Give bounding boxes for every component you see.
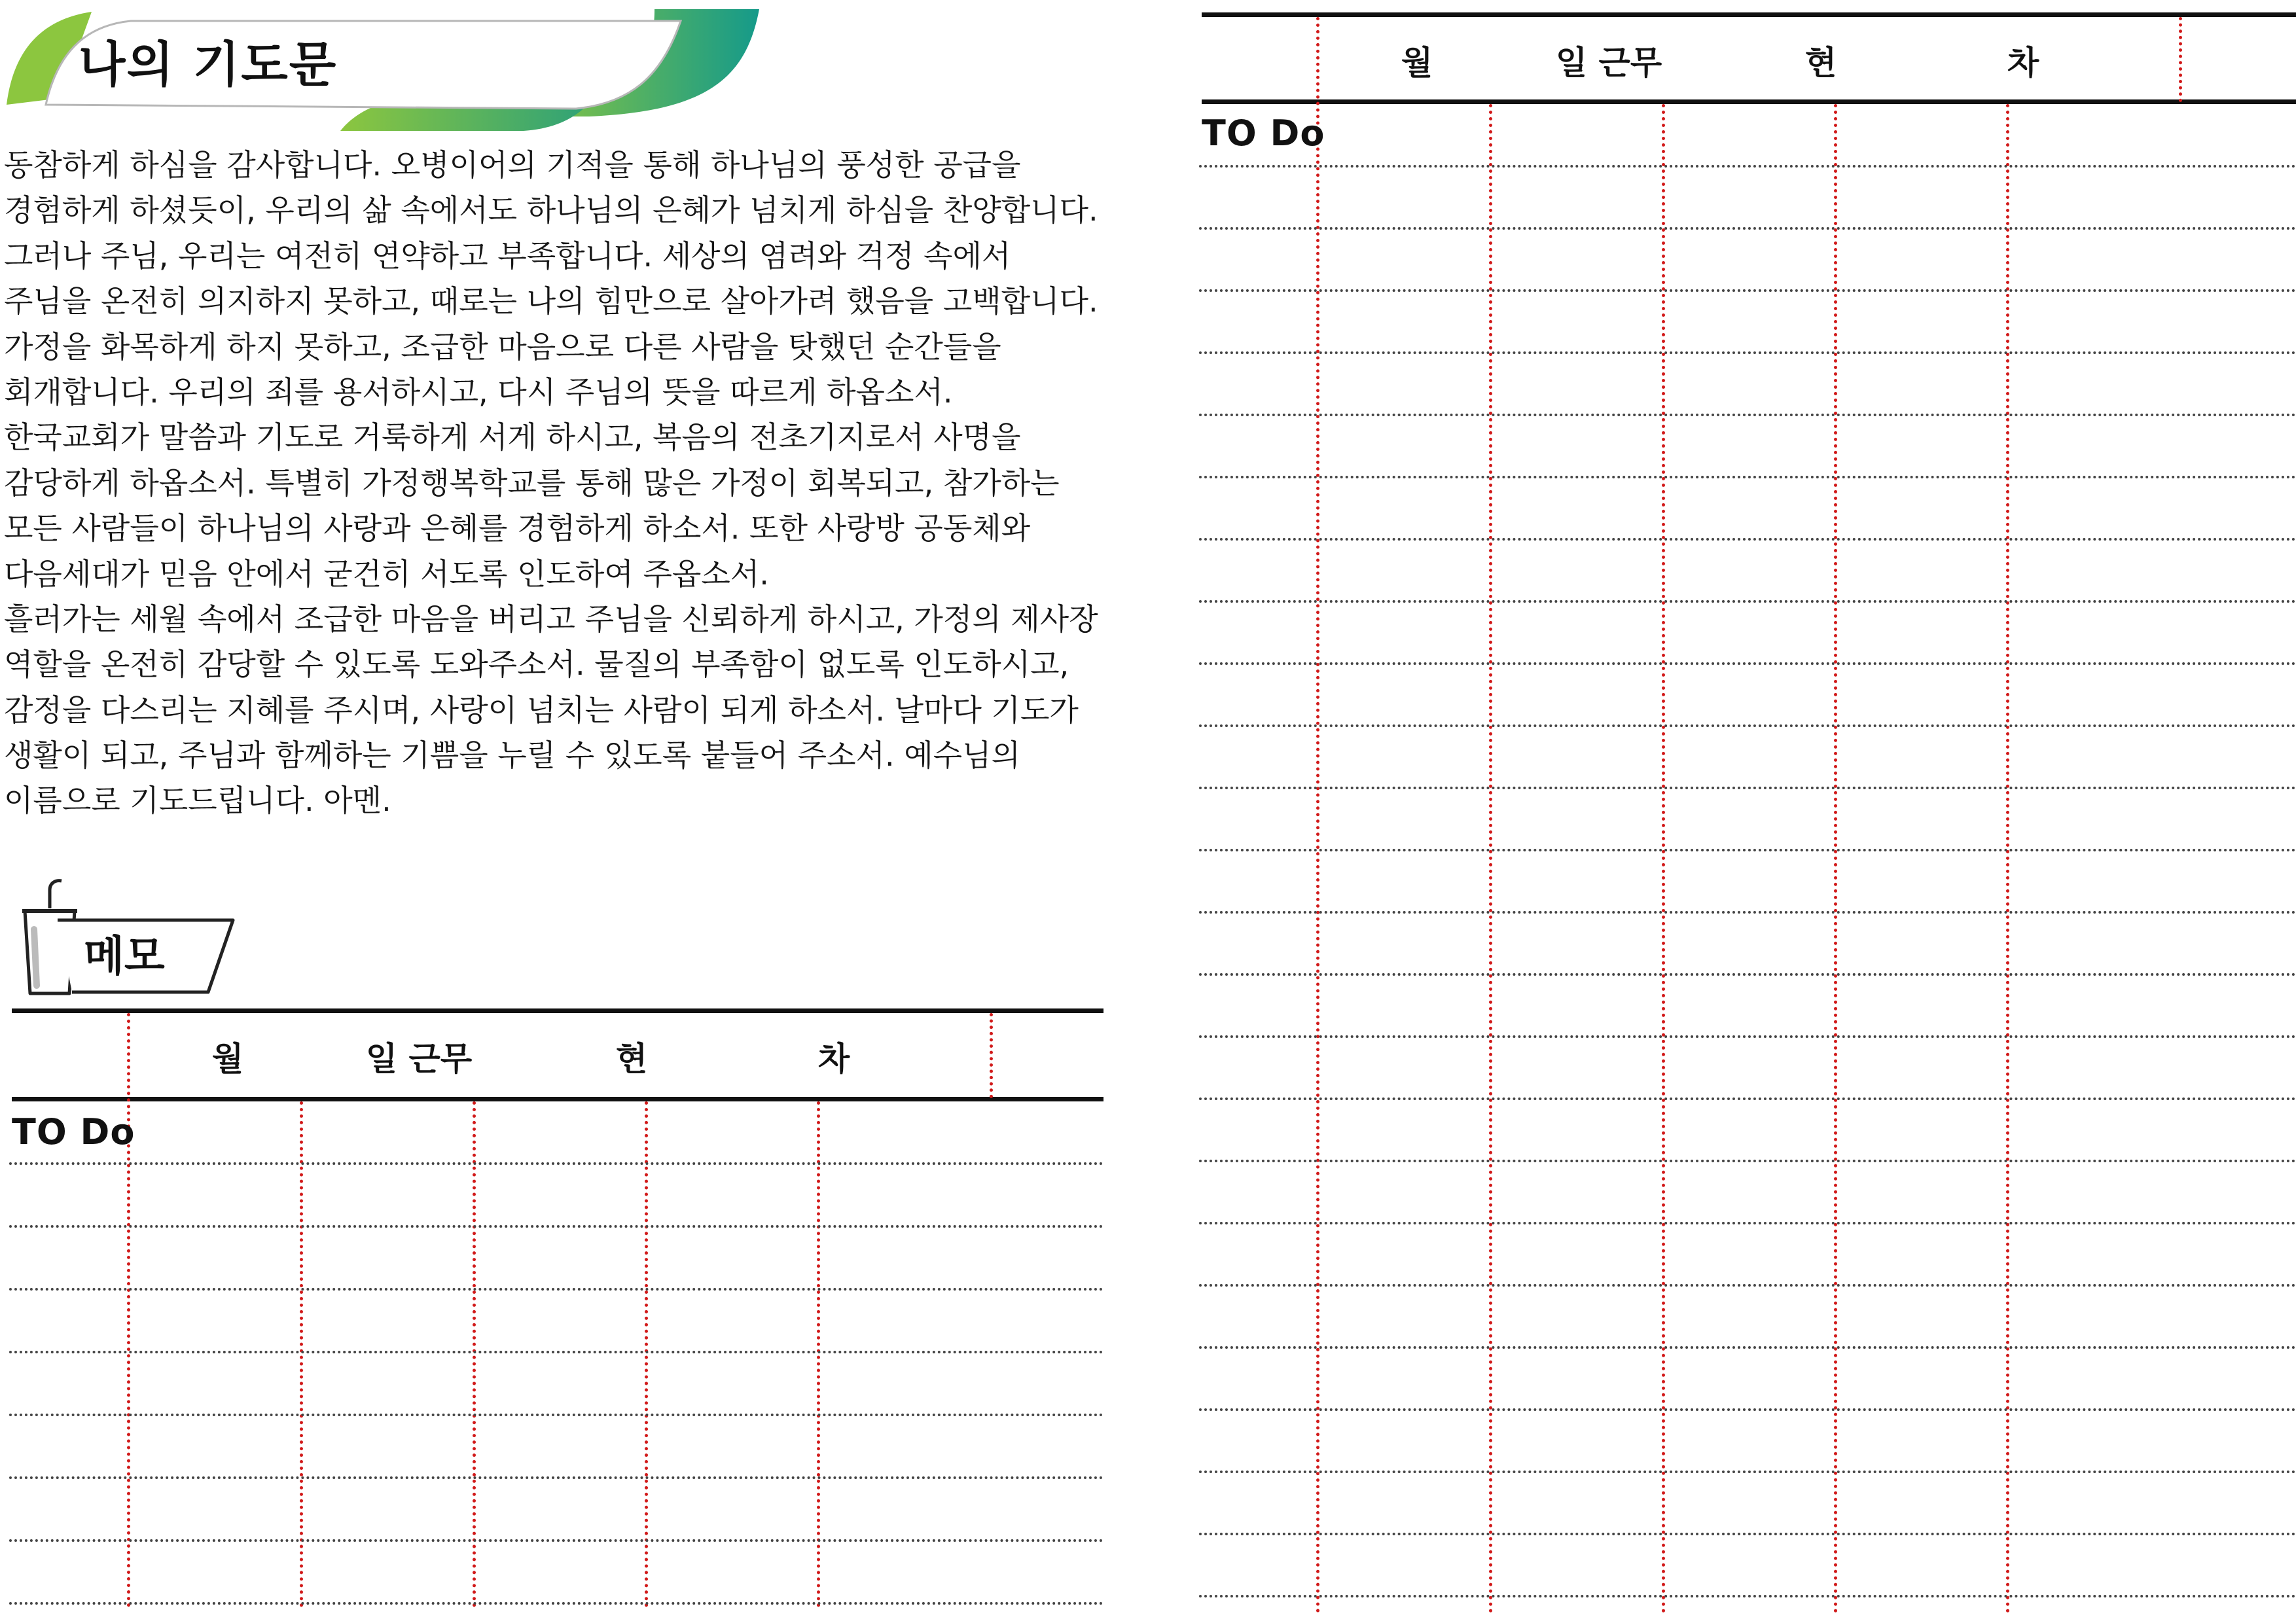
prayer-line: 경험하게 하셨듯이, 우리의 삶 속에서도 하나님의 은혜가 넘치게 하심을 찬양합니다. <box>4 192 1098 228</box>
prayer-line: 감당하게 하옵소서. 특별히 가정행복학교를 통해 많은 가정이 회복되고, 참가하는 <box>4 465 1060 501</box>
grid-column-line <box>1662 104 1665 1614</box>
header-day-work-label: 일 근무 <box>1555 44 1662 82</box>
ruled-line <box>1199 1533 2296 1535</box>
prayer-line: 흘러가는 세월 속에서 조급한 마음을 버리고 주님을 신뢰하게 하시고, 가정의 제사장 <box>4 601 1098 637</box>
ruled-line <box>1199 289 2296 292</box>
ruled-line <box>1199 973 2296 976</box>
prayer-line: 다음세대가 믿음 안에서 굳건히 서도록 인도하여 주옵소서. <box>4 556 769 592</box>
ruled-line <box>1199 1595 2296 1597</box>
planner-header-rule <box>1202 99 2296 104</box>
header-month-label: 월 <box>211 1040 244 1078</box>
prayer-line: 모든 사람들이 하나님의 사랑과 은혜를 경험하게 하소서. 또한 사랑방 공동체와 <box>4 510 1031 546</box>
prayer-line: 생활이 되고, 주님과 함께하는 기쁨을 누릴 수 있도록 붙들어 주소서. 예수님의 <box>4 738 1020 774</box>
ruled-line <box>1199 538 2296 541</box>
ruled-line <box>1199 1408 2296 1411</box>
header-count-label: 차 <box>2007 44 2039 82</box>
ruled-line <box>1199 414 2296 416</box>
ruled-line <box>1199 165 2296 168</box>
grid-column-line <box>1489 104 1492 1614</box>
ruled-line <box>1199 724 2296 727</box>
grid-column-line <box>2179 17 2182 102</box>
header-current-label: 현 <box>615 1040 648 1078</box>
todo-label: TO Do <box>1202 113 1325 154</box>
prayer-line: 회개합니다. 우리의 죄를 용서하시고, 다시 주님의 뜻을 따르게 하옵소서. <box>4 374 953 410</box>
prayer-line: 한국교회가 말씀과 기도로 거룩하게 서게 하시고, 복음의 전초기지로서 사명을 <box>4 419 1021 455</box>
ruled-line <box>1199 1346 2296 1349</box>
prayer-line: 역할을 온전히 감당할 수 있도록 도와주소서. 물질의 부족함이 없도록 인도하시고, <box>4 647 1069 683</box>
ruled-line <box>1199 476 2296 478</box>
header-month-label: 월 <box>1401 44 1433 82</box>
ruled-line <box>1199 787 2296 789</box>
ruled-line <box>1199 662 2296 665</box>
prayer-line: 주님을 온전히 의지하지 못하고, 때로는 나의 힘만으로 살아가려 했음을 고백합니다. <box>4 283 1098 319</box>
ruled-line <box>1199 1471 2296 1473</box>
memo-title: 메모 <box>84 933 165 981</box>
ruled-line <box>1199 227 2296 230</box>
header-day-work-label: 일 근무 <box>365 1040 473 1078</box>
ruled-line <box>1199 600 2296 603</box>
ruled-line <box>1199 351 2296 354</box>
header-count-label: 차 <box>817 1040 850 1078</box>
ruled-line <box>1199 1222 2296 1224</box>
ruled-line <box>1199 1160 2296 1162</box>
header-current-label: 현 <box>1804 44 1837 82</box>
grid-column-line <box>1834 104 1837 1614</box>
prayer-line: 동참하게 하심을 감사합니다. 오병이어의 기적을 통해 하나님의 풍성한 공급을 <box>4 147 1021 183</box>
ruled-line <box>1199 1284 2296 1287</box>
planner-top-rule <box>1202 12 2296 17</box>
ruled-line <box>1199 911 2296 914</box>
prayer-line: 이름으로 기도드립니다. 아멘. <box>4 783 391 819</box>
ruled-line <box>1199 1035 2296 1038</box>
ruled-line <box>1199 849 2296 851</box>
prayer-line: 그러나 주님, 우리는 여전히 연약하고 부족합니다. 세상의 염려와 걱정 속에서 <box>4 238 1011 274</box>
grid-column-line <box>2006 104 2009 1614</box>
grid-column-line <box>1316 17 1319 1614</box>
prayer-title: 나의 기도문 <box>79 37 338 93</box>
prayer-line: 가정을 화목하게 하지 못하고, 조급한 마음으로 다른 사람을 탓했던 순간들을 <box>4 329 1001 365</box>
prayer-line: 감정을 다스리는 지혜를 주시며, 사랑이 넘치는 사람이 되게 하소서. 날마다 기도가 <box>4 692 1079 728</box>
ruled-line <box>1199 1097 2296 1100</box>
todo-label: TO Do <box>12 1111 135 1152</box>
